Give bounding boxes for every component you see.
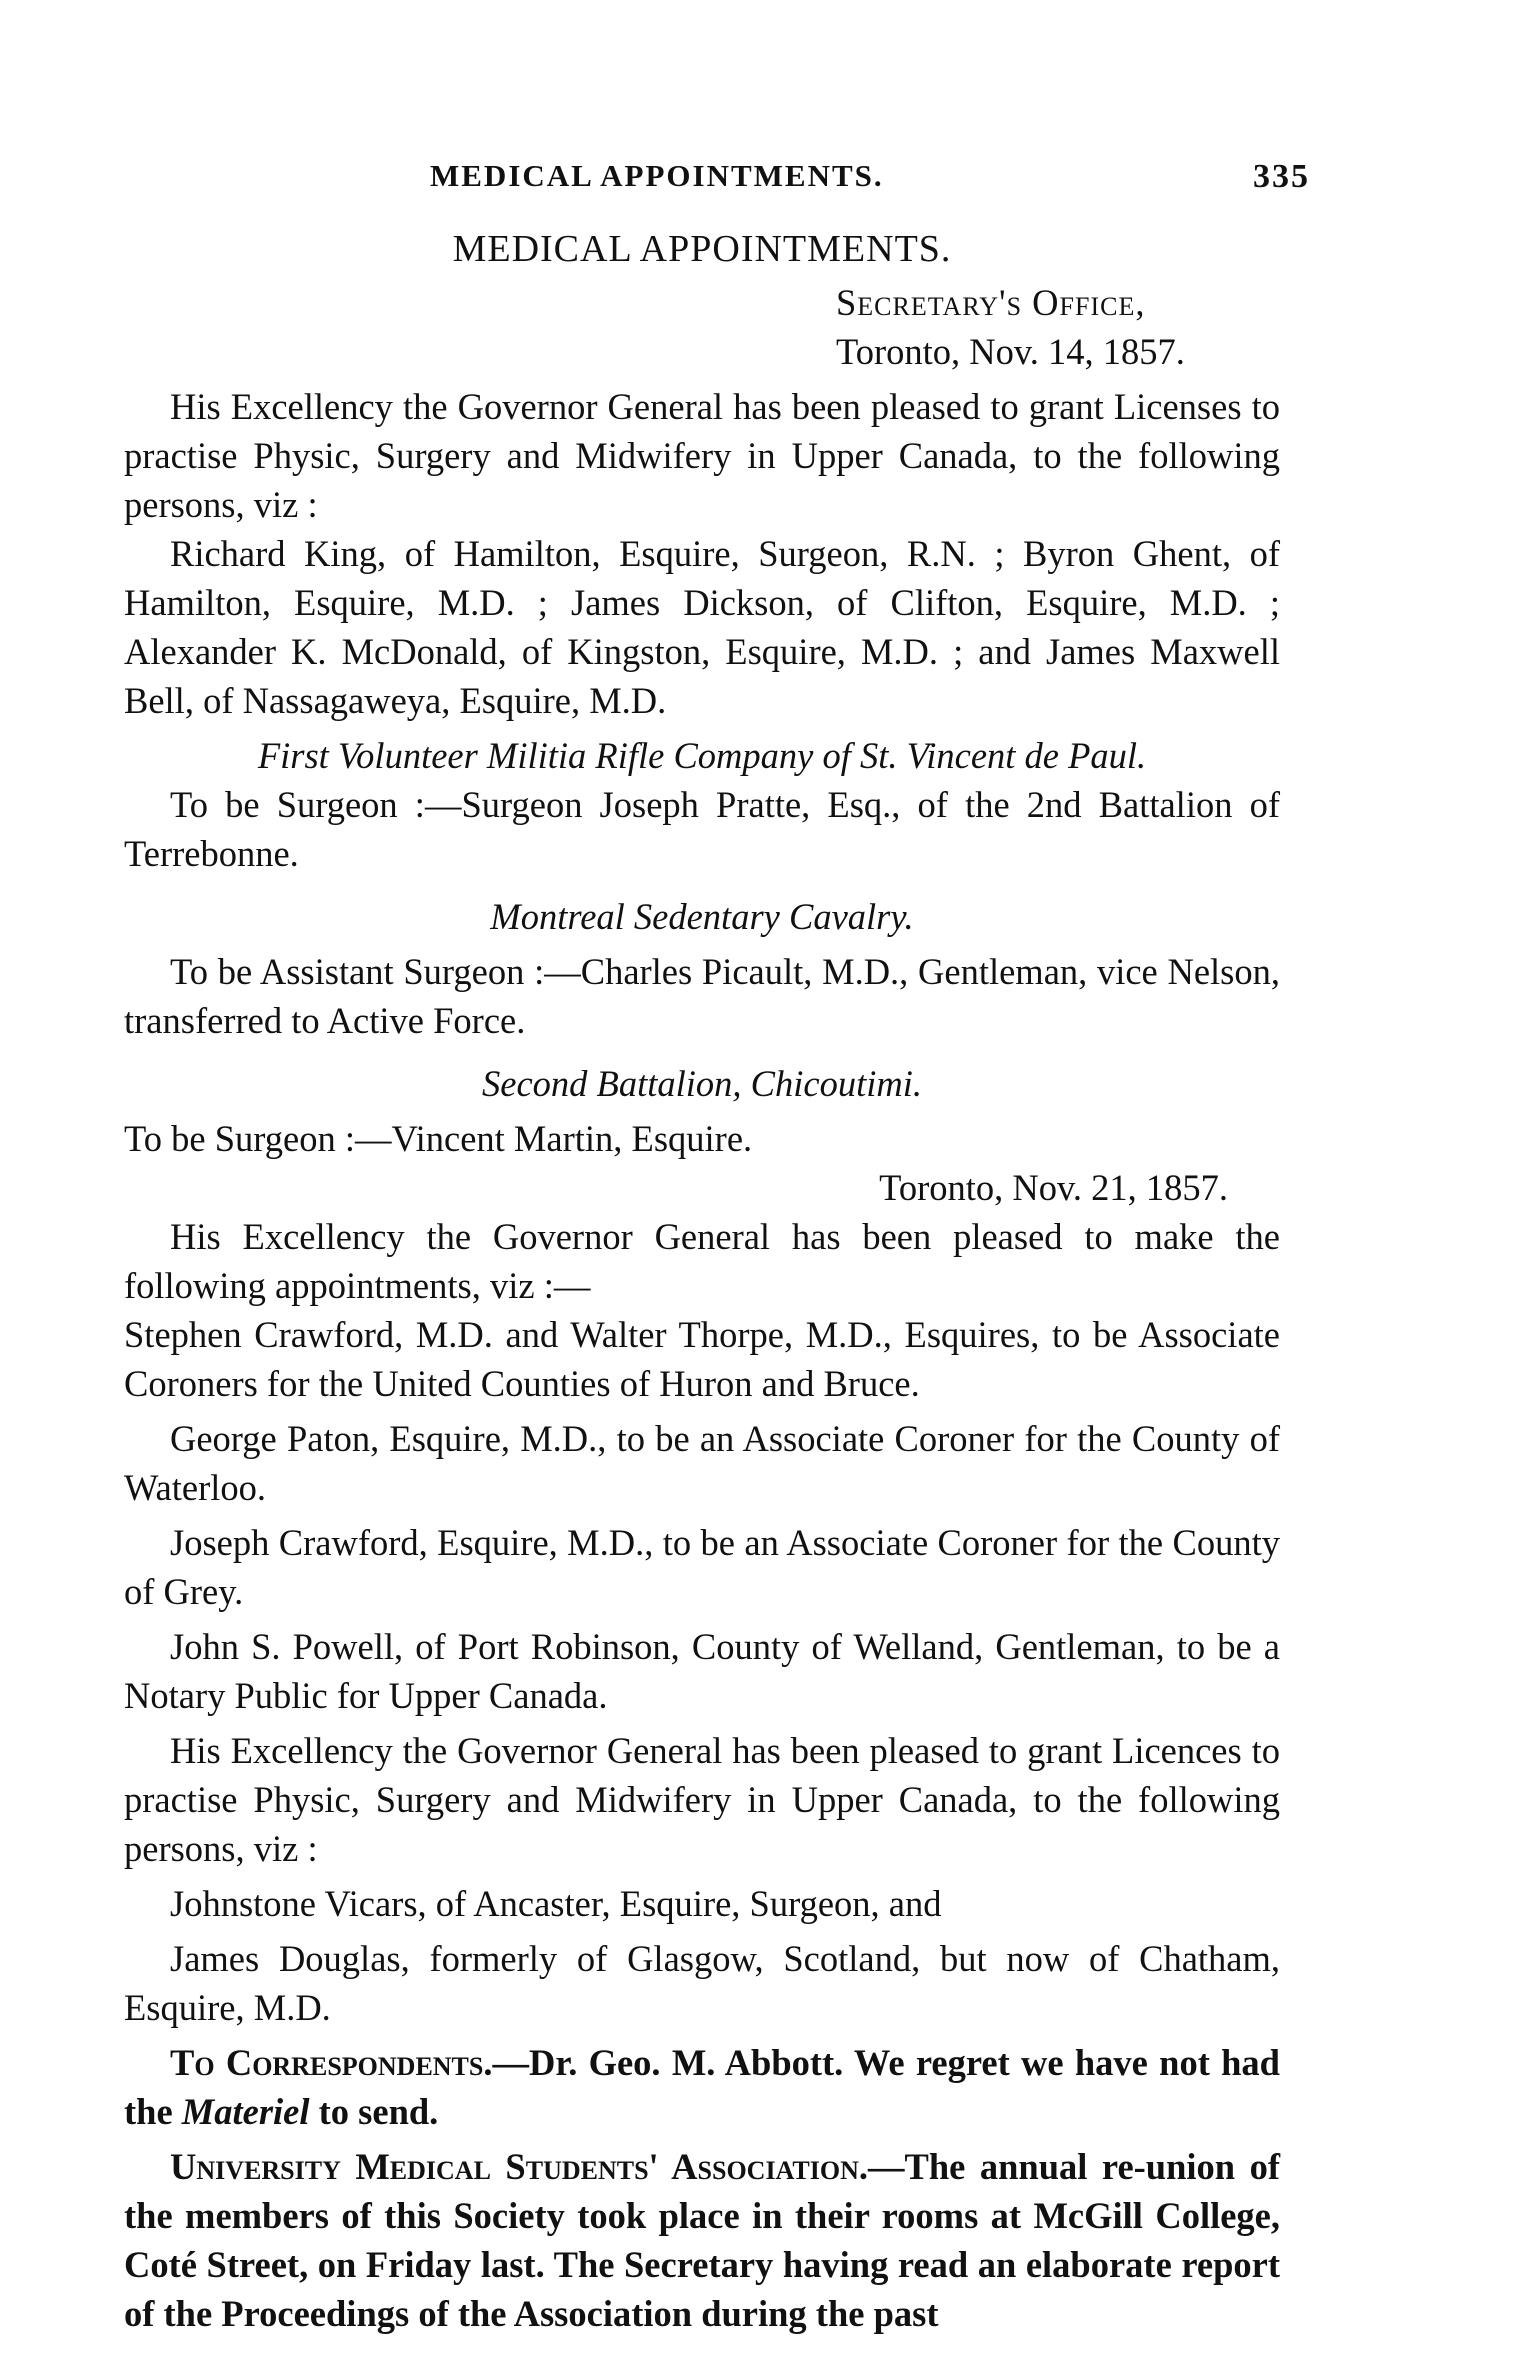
paragraph-vicars: Johnstone Vicars, of Ancaster, Esquire, Surgeon, and [170, 1883, 942, 1924]
paragraph-notary-public: John S. Powell, of Port Robinson, County of Welland, Gentleman, to be a Notary Public for Upper Canada. [124, 1626, 1280, 1716]
correspondents-italic: Materiel [181, 2091, 310, 2132]
paragraph-appointments: His Excellency the Governor General has been pleased to make the following appointments, viz :— [124, 1216, 1280, 1306]
paragraph-licensees-1: Richard King, of Hamilton, Esquire, Surgeon, R.N. ; Byron Ghent, of Hamilton, Esquire, M.D. ; James Dickson, of Clifton, Esquire, M.D. ; Alexander K. McDonald, of Kingston, Esquire, M.D. ; and James Maxwell Bell, of Nassagaweya, Esquire, M.D. [124, 533, 1280, 721]
paragraph-coroner-waterloo: George Paton, Esquire, M.D., to be an Associate Coroner for the County of Waterloo. [124, 1418, 1280, 1508]
section-heading-rifle-company: First Volunteer Militia Rifle Company of St. Vincent de Paul. [257, 735, 1147, 776]
article-body [124, 225, 1280, 2338]
paragraph-douglas: James Douglas, formerly of Glasgow, Scotland, but now of Chatham, Esquire, M.D. [124, 1938, 1280, 2028]
paragraph-licenses-1: His Excellency the Governor General has been pleased to grant Licenses to practise Physic, Surgery and Midwifery in Upper Canada, to the following persons, viz : [124, 386, 1280, 525]
paragraph-surgeon-martin: To be Surgeon :—Vincent Martin, Esquire. [124, 1118, 753, 1159]
correspondents-lead: To Correspondents. [170, 2042, 493, 2083]
paragraph-surgeon-pratte: To be Surgeon :—Surgeon Joseph Pratte, Esq., of the 2nd Battalion of Terrebonne. [124, 784, 1280, 874]
paragraph-coroner-grey: Joseph Crawford, Esquire, M.D., to be an Associate Coroner for the County of Grey. [124, 1522, 1280, 1612]
paragraph-students-association [124, 2142, 1280, 2338]
section-heading-second-battalion: Second Battalion, Chicoutimi. [482, 1063, 922, 1104]
secretary-date: Toronto, Nov. 14, 1857. [836, 331, 1185, 372]
paragraph-licenses-2: His Excellency the Governor General has been pleased to grant Licences to practise Physic, Surgery and Midwifery in Upper Canada, to the following persons, viz : [124, 1730, 1280, 1869]
paragraph-correspondents [124, 2038, 1280, 2136]
page-heading: MEDICAL APPOINTMENTS. [452, 228, 952, 270]
correspondents-text: —Dr. Geo. M. Abbott. We regret we have not had the [124, 2042, 1280, 2132]
association-lead: University Medical Students' Association. [170, 2146, 869, 2187]
secretary-office-label: Secretary's Office, [836, 282, 1146, 323]
paragraph-coroners-huron: Stephen Crawford, M.D. and Walter Thorpe, M.D., Esquires, to be Associate Coroners for the United Counties of Huron and Bruce. [124, 1314, 1280, 1404]
running-head-title: MEDICAL APPOINTMENTS. [430, 158, 884, 193]
secretary-office [124, 278, 1280, 327]
running-head [430, 158, 1310, 194]
date-line-2: Toronto, Nov. 21, 1857. [879, 1167, 1228, 1208]
paragraph-assistant-surgeon: To be Assistant Surgeon :—Charles Picault, M.D., Gentleman, vice Nelson, transferred to Active Force. [124, 951, 1280, 1041]
page-number: 335 [1253, 158, 1310, 195]
correspondents-tail: to send. [309, 2091, 439, 2132]
section-heading-montreal-cavalry: Montreal Sedentary Cavalry. [490, 896, 914, 937]
association-text: —The annual re-union of the members of this Society took place in their rooms at McGill College, Coté Street, on Friday last. The Secretary having read an elaborate report of the Proceedings of the Association during the past [124, 2146, 1280, 2334]
